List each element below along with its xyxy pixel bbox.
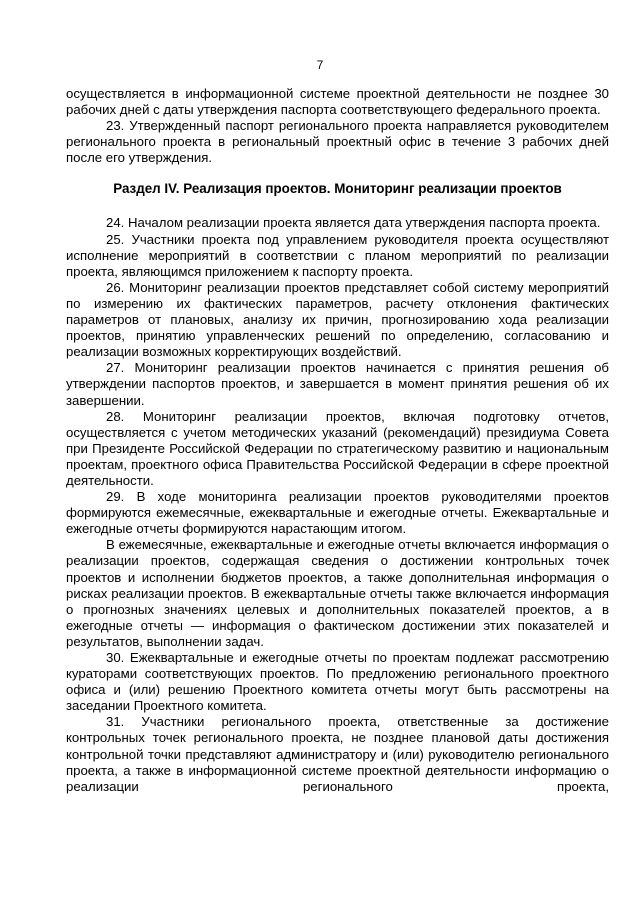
paragraph-27: 27. Мониторинг реализации проектов начинается с принятия решения об утверждении паспортов проектов, и завершается в момент принятия решения об их завершении. xyxy=(66,360,609,408)
paragraph-23: 23. Утвержденный паспорт регионального проекта направляется руководителем регионального проекта в региональный проектный офис в течение 3 рабочих дней после его утверждения. xyxy=(66,118,609,166)
paragraph-29: 29. В ходе мониторинга реализации проектов руководителями проектов формируются ежемесячные, ежеквартальные и ежегодные отчеты. Ежеквартальные и ежегодные отчеты формируются нарастающим итогом. xyxy=(66,489,609,537)
paragraph-30: 30. Ежеквартальные и ежегодные отчеты по проектам подлежат рассмотрению кураторами соответствующих проектов. По предложению регионального проектного офиса и (или) решению Проектного комитета отчеты могут быть рассмотрены на заседании Проектного комитета. xyxy=(66,650,609,714)
paragraph-31: 31. Участники регионального проекта, ответственные за достижение контрольных точек регионального проекта, не позднее плановой даты достижения контрольной точки представляют администратору и (или) руководителю регионального проекта, а также в информационной системе проектной деятельности информацию о реализации регионального проекта, xyxy=(66,714,609,794)
section-heading: Раздел IV. Реализация проектов. Мониторинг реализации проектов xyxy=(113,181,562,197)
paragraph-26: 26. Мониторинг реализации проектов представляет собой систему мероприятий по измерению их фактических параметров, расчету отклонения фактических параметров от плановых, анализу их причин, прогнозированию хода реализации проектов, принятию управленческих решений по определению, согласованию и реализации возможных корректирующих воздействий. xyxy=(66,279,609,360)
page-number: 7 xyxy=(316,58,324,72)
paragraph-continued: осуществляется в информационной системе проектной деятельности не позднее 30 рабочих дней с даты утверждения паспорта соответствующего федерального проекта. xyxy=(66,86,609,118)
paragraph-28: 28. Мониторинг реализации проектов, включая подготовку отчетов, осуществляется с учетом методических указаний (рекомендаций) президиума Совета при Президенте Российской Федерации по стратегическому развитию и национальным проектам, проектного офиса Правительства Российской Федерации в сфере проектной деятельности. xyxy=(66,408,609,488)
paragraph-29-continued: В ежемесячные, ежеквартальные и ежегодные отчеты включается информация о реализации проектов, содержащая сведения о достижении контрольных точек проектов и исполнении бюджетов проектов, а также дополнительная информация о рисках реализации проектов. В ежеквартальные отчеты также включается информация о прогнозных значениях целевых и дополнительных показателей проектов, а в ежегодные отчеты — информация о фактическом достижении этих показателей и результатов, выполнении задач. xyxy=(66,537,609,649)
paragraph-24: 24. Началом реализации проекта является дата утверждения паспорта проекта. xyxy=(106,215,601,231)
paragraph-25: 25. Участники проекта под управлением руководителя проекта осуществляют исполнение мероприятий в соответствии с планом мероприятий по реализации проекта, являющимся приложением к паспорту проекта. xyxy=(66,231,609,279)
document-body xyxy=(66,86,609,795)
